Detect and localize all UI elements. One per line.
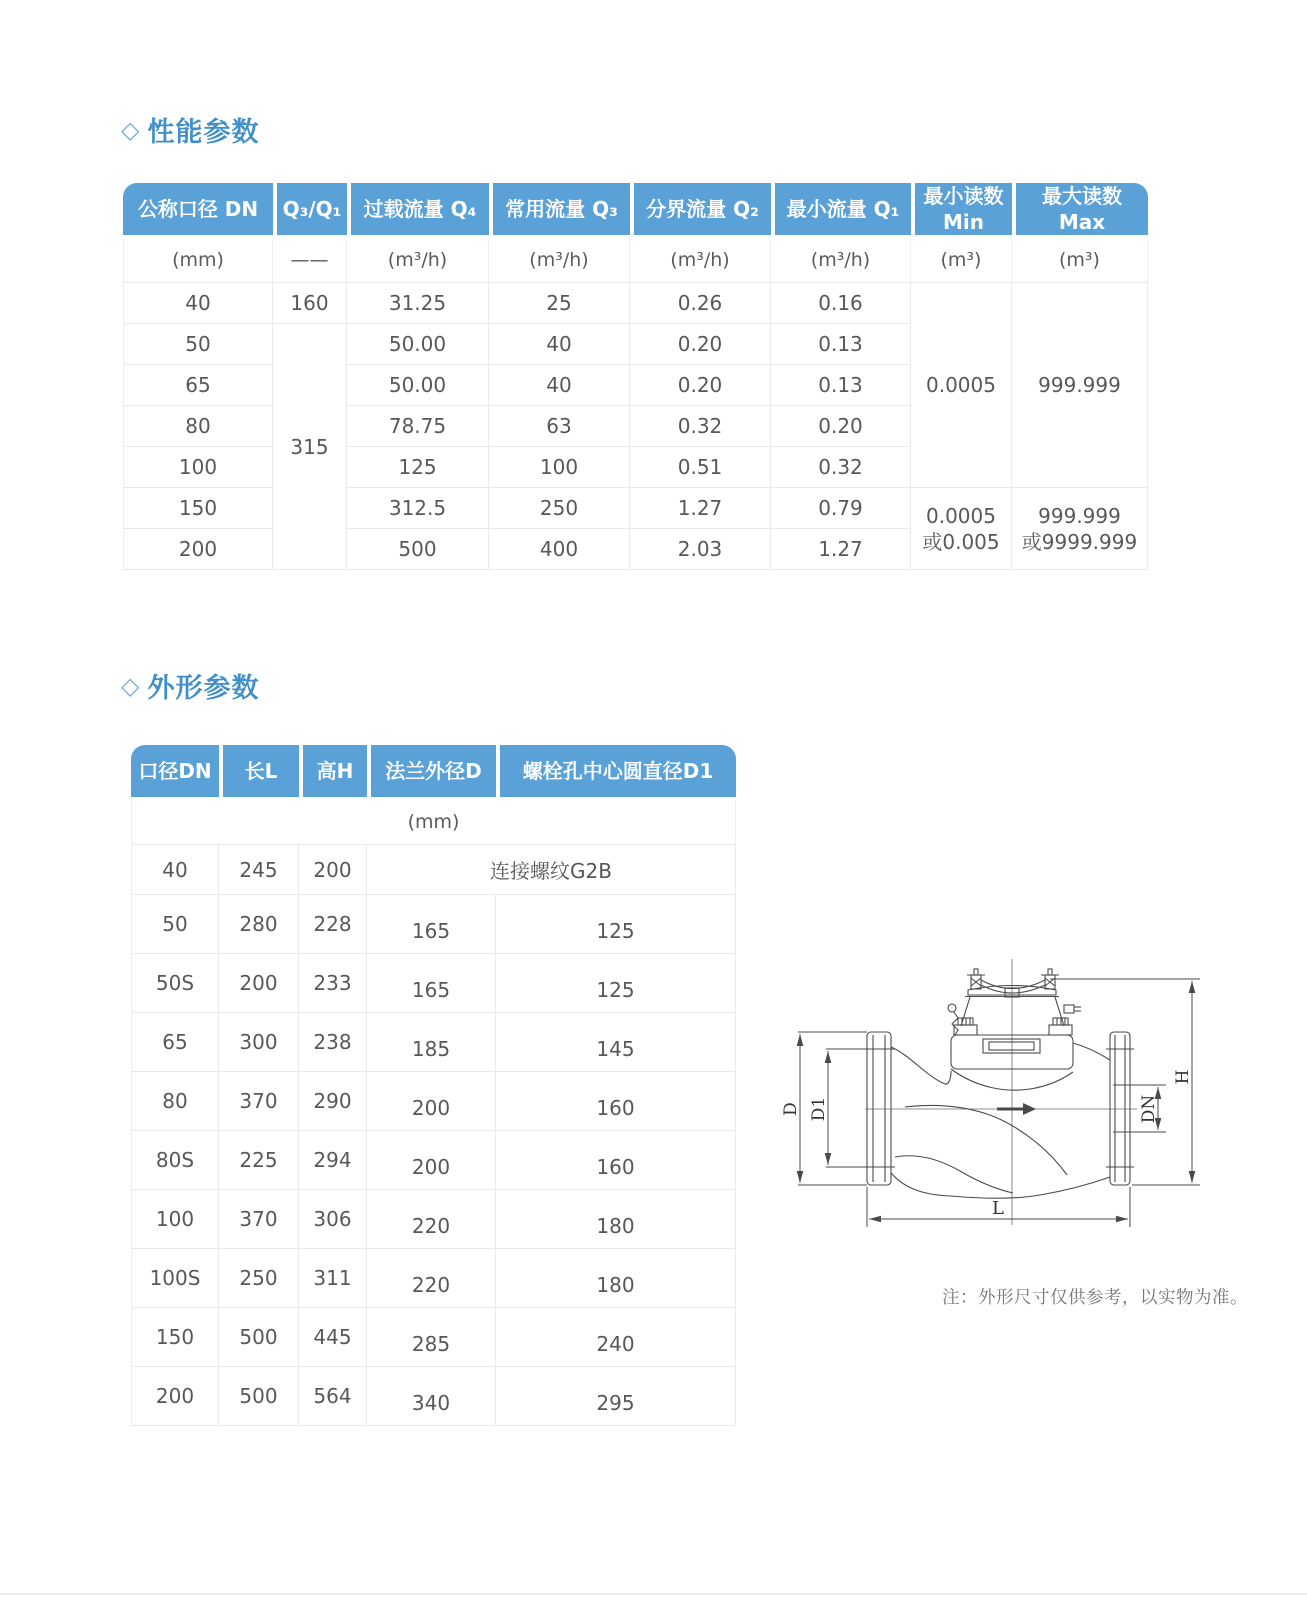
column-header-length: 长L	[219, 745, 299, 800]
perf-header-row	[123, 183, 1148, 238]
merged-cell-q3q1: 315	[273, 324, 347, 570]
table-cell: 300	[219, 1013, 299, 1072]
table-cell: 100	[489, 447, 630, 488]
table-cell: 250	[489, 488, 630, 529]
table-cell: 0.13	[771, 324, 911, 365]
merged-cell-min: 0.0005	[911, 283, 1012, 488]
unit-cell: (mm)	[123, 238, 273, 283]
unit-cell: (m³/h)	[347, 238, 489, 283]
table-cell: 65	[131, 1013, 219, 1072]
section-title-dimensions	[121, 666, 259, 705]
table-row	[131, 845, 736, 895]
table-row	[131, 1308, 736, 1367]
column-header-max	[1012, 183, 1148, 238]
table-cell: 100	[131, 1190, 219, 1249]
water-meter-technical-drawing	[755, 845, 1235, 1245]
table-cell: 564	[299, 1367, 367, 1426]
diamond-icon: ◇	[121, 115, 141, 144]
header-line: Max	[1058, 210, 1106, 234]
table-cell: 40	[489, 324, 630, 365]
performance-table	[123, 183, 1148, 570]
table-cell: 78.75	[347, 406, 489, 447]
table-row	[131, 954, 736, 1013]
table-cell: 100S	[131, 1249, 219, 1308]
dim-label-d1: D1	[809, 1096, 829, 1122]
table-cell: 125	[496, 895, 736, 954]
table-cell: 370	[219, 1072, 299, 1131]
table-cell: 1.27	[771, 529, 911, 570]
meter-body-outline	[863, 969, 1134, 1198]
table-cell: 200	[299, 845, 367, 895]
table-cell: 31.25	[347, 283, 489, 324]
table-cell: 290	[299, 1072, 367, 1131]
column-header-q4: 过载流量 Q₄	[347, 183, 489, 238]
merged-cell-min-alt	[911, 488, 1012, 570]
column-header-dn: 口径DN	[131, 745, 219, 800]
table-cell: 80	[123, 406, 273, 447]
table-cell: 0.20	[771, 406, 911, 447]
dimension-labels	[781, 1070, 1193, 1219]
table-cell: 180	[496, 1190, 736, 1249]
dim-units-row	[131, 800, 736, 845]
table-cell: 225	[219, 1131, 299, 1190]
table-cell: 125	[496, 954, 736, 1013]
dim-label-h: H	[1173, 1069, 1193, 1085]
cell-line: 或9999.999	[1021, 529, 1138, 554]
reference-note: 注：外形尺寸仅供参考，以实物为准。	[942, 1288, 1248, 1308]
perf-units-row	[123, 238, 1148, 283]
unit-cell: (m³/h)	[771, 238, 911, 283]
header-line: 最小读数	[923, 184, 1004, 208]
thread-note-cell: 连接螺纹G2B	[367, 845, 736, 895]
table-cell: 40	[123, 283, 273, 324]
unit-cell: ——	[273, 238, 347, 283]
merged-cell-max: 999.999	[1012, 283, 1148, 488]
table-cell: 160	[273, 283, 347, 324]
table-cell: 185	[367, 1013, 496, 1072]
table-cell: 370	[219, 1190, 299, 1249]
table-cell: 306	[299, 1190, 367, 1249]
column-header-flange-od: 法兰外径D	[367, 745, 496, 800]
section-title-performance	[121, 110, 259, 149]
table-row	[123, 283, 1148, 324]
header-line: 最大读数	[1042, 184, 1122, 208]
column-header-q2: 分界流量 Q₂	[630, 183, 771, 238]
table-cell: 220	[367, 1190, 496, 1249]
table-cell: 240	[496, 1308, 736, 1367]
table-cell: 25	[489, 283, 630, 324]
cell-line: 或0.005	[922, 529, 1000, 554]
table-cell: 50.00	[347, 365, 489, 406]
unit-cell: (m³/h)	[630, 238, 771, 283]
table-cell: 0.51	[630, 447, 771, 488]
table-row	[131, 1072, 736, 1131]
table-cell: 280	[219, 895, 299, 954]
table-cell: 40	[131, 845, 219, 895]
table-row	[131, 1013, 736, 1072]
table-cell: 200	[367, 1131, 496, 1190]
unit-cell: (m³)	[1012, 238, 1148, 283]
table-cell: 150	[123, 488, 273, 529]
table-cell: 200	[367, 1072, 496, 1131]
column-header-q1: 最小流量 Q₁	[771, 183, 911, 238]
unit-cell: (m³/h)	[489, 238, 630, 283]
table-cell: 500	[219, 1367, 299, 1426]
table-cell: 0.20	[630, 324, 771, 365]
table-cell: 200	[219, 954, 299, 1013]
table-cell: 238	[299, 1013, 367, 1072]
table-cell: 445	[299, 1308, 367, 1367]
header-line: Min	[943, 210, 984, 234]
table-cell: 228	[299, 895, 367, 954]
cell-line: 0.0005	[926, 503, 996, 528]
page-bottom-divider	[0, 1593, 1307, 1595]
table-cell: 63	[489, 406, 630, 447]
table-cell: 40	[489, 365, 630, 406]
table-cell: 50	[123, 324, 273, 365]
column-header-dn: 公称口径 DN	[123, 183, 273, 238]
table-cell: 294	[299, 1131, 367, 1190]
table-cell: 200	[123, 529, 273, 570]
flow-arrow-icon	[997, 1103, 1036, 1115]
table-cell: 80	[131, 1072, 219, 1131]
table-cell: 0.13	[771, 365, 911, 406]
table-cell: 400	[489, 529, 630, 570]
table-cell: 1.27	[630, 488, 771, 529]
table-row	[131, 1249, 736, 1308]
dim-label-d: D	[781, 1102, 801, 1116]
table-row	[131, 1190, 736, 1249]
table-cell: 0.79	[771, 488, 911, 529]
section-title-text: 性能参数	[147, 117, 260, 148]
table-cell: 50	[131, 895, 219, 954]
table-cell: 160	[496, 1072, 736, 1131]
dim-header-row	[131, 745, 736, 800]
dim-label-l: L	[992, 1198, 1004, 1219]
table-cell: 145	[496, 1013, 736, 1072]
table-cell: 200	[131, 1367, 219, 1426]
column-header-min	[911, 183, 1012, 238]
table-cell: 65	[123, 365, 273, 406]
table-cell: 180	[496, 1249, 736, 1308]
table-cell: 165	[367, 954, 496, 1013]
table-cell: 312.5	[347, 488, 489, 529]
table-cell: 220	[367, 1249, 496, 1308]
diamond-icon: ◇	[121, 671, 141, 700]
table-cell: 285	[367, 1308, 496, 1367]
table-cell: 295	[496, 1367, 736, 1426]
table-cell: 500	[347, 529, 489, 570]
table-cell: 2.03	[630, 529, 771, 570]
cell-line: 999.999	[1038, 503, 1121, 528]
table-cell: 160	[496, 1131, 736, 1190]
table-cell: 100	[123, 447, 273, 488]
column-header-bolt-circle: 螺栓孔中心圆直径D1	[496, 745, 736, 800]
table-row	[131, 1131, 736, 1190]
table-cell: 50S	[131, 954, 219, 1013]
table-cell: 125	[347, 447, 489, 488]
table-cell: 0.32	[771, 447, 911, 488]
table-cell: 165	[367, 895, 496, 954]
merged-cell-max-alt	[1012, 488, 1148, 570]
column-header-height: 高H	[299, 745, 367, 800]
table-cell: 340	[367, 1367, 496, 1426]
table-cell: 80S	[131, 1131, 219, 1190]
table-cell: 311	[299, 1249, 367, 1308]
table-cell: 50.00	[347, 324, 489, 365]
dimensions-table	[131, 745, 736, 1426]
table-cell: 245	[219, 845, 299, 895]
column-header-q3: 常用流量 Q₃	[489, 183, 630, 238]
table-cell: 0.20	[630, 365, 771, 406]
column-header-q3q1: Q₃/Q₁	[273, 183, 347, 238]
table-cell: 0.16	[771, 283, 911, 324]
unit-cell: (mm)	[131, 800, 736, 845]
table-cell: 500	[219, 1308, 299, 1367]
table-cell: 150	[131, 1308, 219, 1367]
table-cell: 250	[219, 1249, 299, 1308]
table-cell: 233	[299, 954, 367, 1013]
table-row	[131, 1367, 736, 1426]
section-title-text: 外形参数	[147, 673, 260, 704]
table-row	[131, 895, 736, 954]
table-cell: 0.32	[630, 406, 771, 447]
unit-cell: (m³)	[911, 238, 1012, 283]
table-cell: 0.26	[630, 283, 771, 324]
dim-label-dn: DN	[1139, 1094, 1159, 1124]
